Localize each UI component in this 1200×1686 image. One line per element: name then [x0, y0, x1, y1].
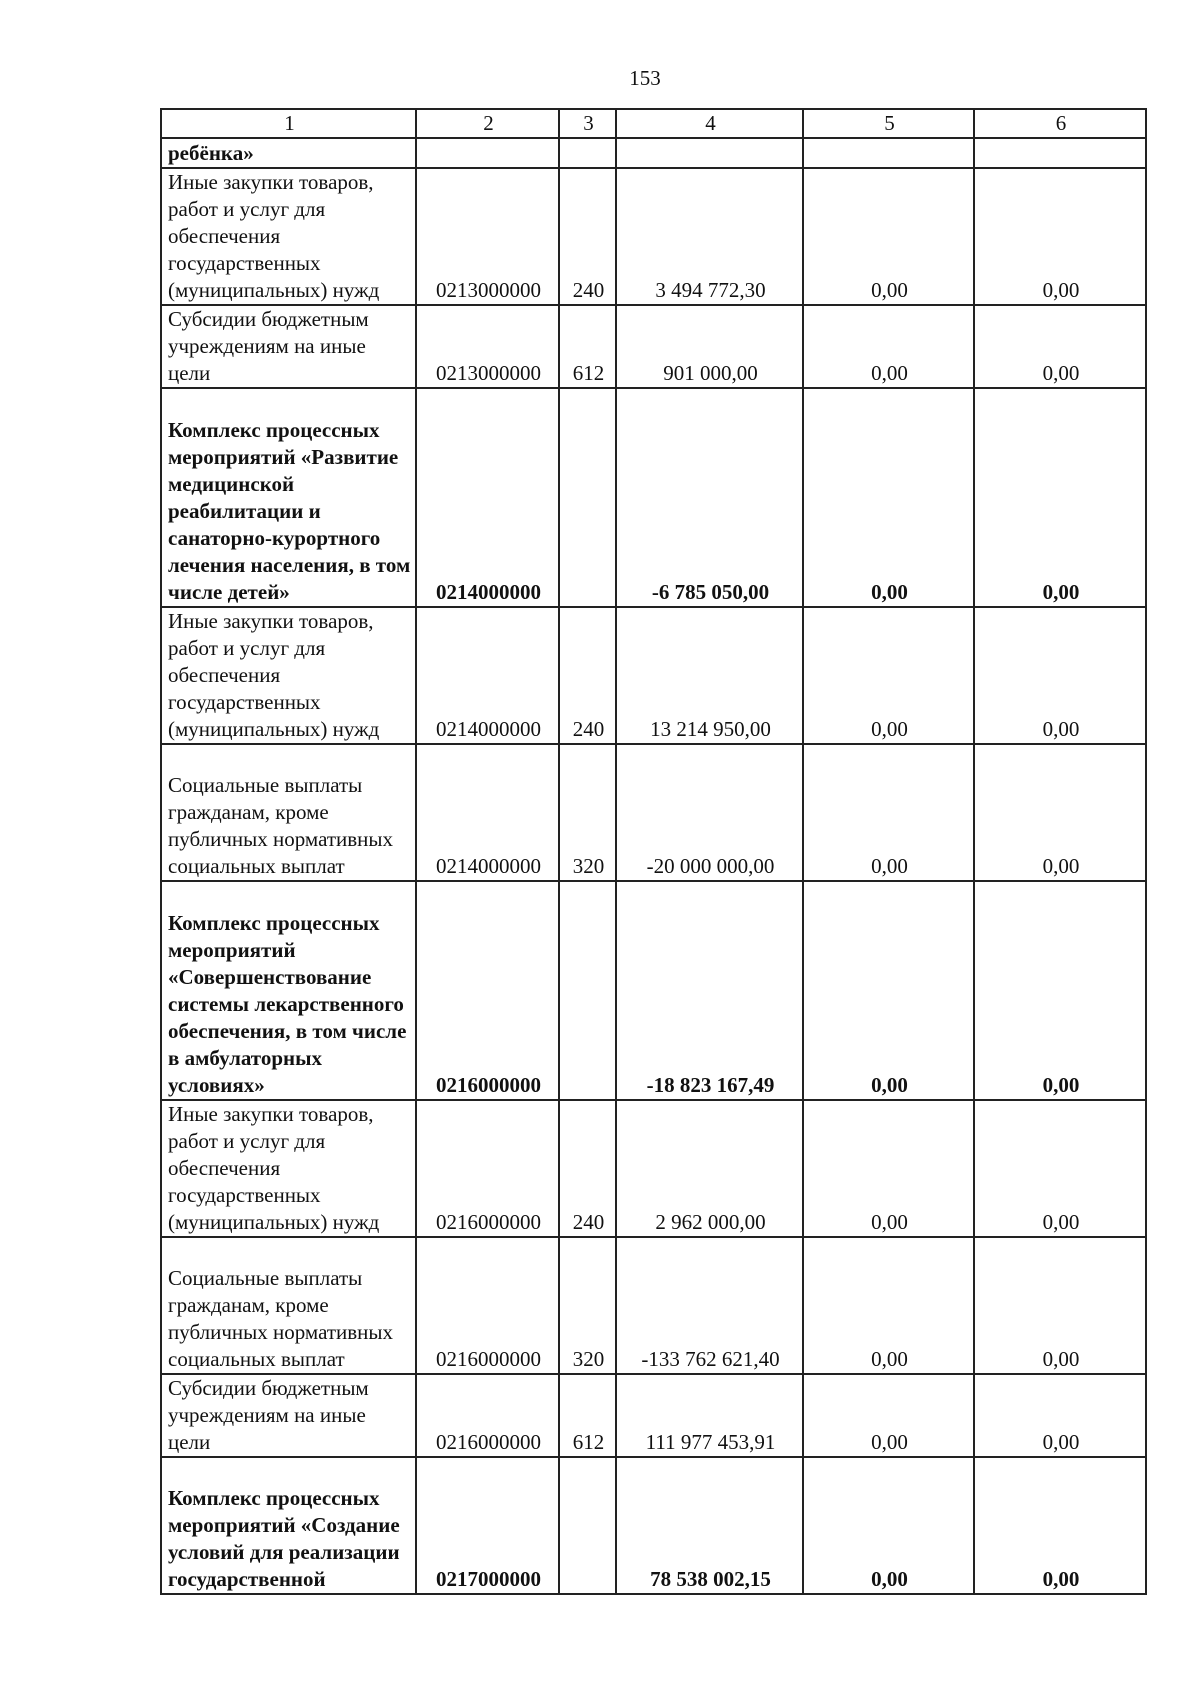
row-name: Иные закупки товаров, работ и услуг для обеспечения государственных (муниципальных) нужд	[161, 607, 416, 744]
row-value-6: 0,00	[974, 1100, 1146, 1237]
table-row	[161, 1237, 1146, 1374]
row-value-5: 0,00	[803, 388, 974, 607]
row-name: Иные закупки товаров, работ и услуг для обеспечения государственных (муниципальных) нужд	[161, 168, 416, 305]
row-sum: -18 823 167,49	[616, 881, 803, 1100]
row-sum: -6 785 050,00	[616, 388, 803, 607]
header-col-3: 3	[559, 109, 616, 138]
row-sum: 3 494 772,30	[616, 168, 803, 305]
row-expense-type: 320	[559, 1237, 616, 1374]
row-name: ребёнка»	[161, 138, 416, 168]
row-name: Социальные выплаты гражданам, кроме публичных нормативных социальных выплат	[161, 744, 416, 881]
row-value-5: 0,00	[803, 1237, 974, 1374]
row-expense-type	[559, 138, 616, 168]
row-value-5: 0,00	[803, 607, 974, 744]
row-sum: 111 977 453,91	[616, 1374, 803, 1457]
row-code: 0216000000	[416, 1374, 559, 1457]
header-col-5: 5	[803, 109, 974, 138]
row-name: Иные закупки товаров, работ и услуг для обеспечения государственных (муниципальных) нужд	[161, 1100, 416, 1237]
row-value-5: 0,00	[803, 744, 974, 881]
page-number: 153	[629, 66, 661, 90]
row-value-6: 0,00	[974, 1237, 1146, 1374]
row-code: 0217000000	[416, 1457, 559, 1594]
table-row	[161, 607, 1146, 744]
row-expense-type: 612	[559, 305, 616, 388]
row-code: 0216000000	[416, 881, 559, 1100]
row-sum: 13 214 950,00	[616, 607, 803, 744]
row-value-5	[803, 138, 974, 168]
row-value-6: 0,00	[974, 305, 1146, 388]
row-sum: 901 000,00	[616, 305, 803, 388]
row-code: 0214000000	[416, 744, 559, 881]
row-value-5: 0,00	[803, 881, 974, 1100]
row-value-6: 0,00	[974, 1457, 1146, 1594]
table-row	[161, 388, 1146, 607]
table-row	[161, 1100, 1146, 1237]
row-expense-type: 320	[559, 744, 616, 881]
header-col-1: 1	[161, 109, 416, 138]
row-code: 0216000000	[416, 1237, 559, 1374]
row-code: 0214000000	[416, 388, 559, 607]
row-value-6: 0,00	[974, 1374, 1146, 1457]
row-name: Социальные выплаты гражданам, кроме публичных нормативных социальных выплат	[161, 1237, 416, 1374]
row-value-5: 0,00	[803, 1100, 974, 1237]
row-code: 0213000000	[416, 168, 559, 305]
table-row	[161, 881, 1146, 1100]
header-col-6: 6	[974, 109, 1146, 138]
row-expense-type	[559, 1457, 616, 1594]
row-expense-type: 240	[559, 607, 616, 744]
row-expense-type: 612	[559, 1374, 616, 1457]
table-row	[161, 138, 1146, 168]
row-sum	[616, 138, 803, 168]
row-code: 0214000000	[416, 607, 559, 744]
row-value-6: 0,00	[974, 881, 1146, 1100]
row-sum: -20 000 000,00	[616, 744, 803, 881]
row-sum: 2 962 000,00	[616, 1100, 803, 1237]
budget-table	[160, 108, 1147, 1595]
row-name: Субсидии бюджетным учреждениям на иные цели	[161, 305, 416, 388]
table-row	[161, 1457, 1146, 1594]
row-value-5: 0,00	[803, 168, 974, 305]
row-value-6	[974, 138, 1146, 168]
header-col-2: 2	[416, 109, 559, 138]
row-name: Комплекс процессных мероприятий «Создание условий для реализации государственной	[161, 1457, 416, 1594]
table-row	[161, 305, 1146, 388]
row-value-6: 0,00	[974, 388, 1146, 607]
row-code: 0216000000	[416, 1100, 559, 1237]
row-sum: -133 762 621,40	[616, 1237, 803, 1374]
table-row	[161, 744, 1146, 881]
table-row	[161, 1374, 1146, 1457]
row-value-6: 0,00	[974, 744, 1146, 881]
row-code	[416, 138, 559, 168]
row-expense-type: 240	[559, 168, 616, 305]
header-col-4: 4	[616, 109, 803, 138]
row-name: Комплекс процессных мероприятий «Развитие медицинской реабилитации и санаторно-курортного лечения населения, в том числе детей»	[161, 388, 416, 607]
row-name: Комплекс процессных мероприятий «Совершенствование системы лекарственного обеспечения, в том числе в амбулаторных условиях»	[161, 881, 416, 1100]
row-code: 0213000000	[416, 305, 559, 388]
row-value-5: 0,00	[803, 1374, 974, 1457]
row-expense-type: 240	[559, 1100, 616, 1237]
header-row	[161, 109, 1146, 138]
row-expense-type	[559, 881, 616, 1100]
row-value-5: 0,00	[803, 305, 974, 388]
budget-table-body	[161, 109, 1146, 1594]
row-sum: 78 538 002,15	[616, 1457, 803, 1594]
table-row	[161, 168, 1146, 305]
row-expense-type	[559, 388, 616, 607]
row-name: Субсидии бюджетным учреждениям на иные цели	[161, 1374, 416, 1457]
row-value-5: 0,00	[803, 1457, 974, 1594]
row-value-6: 0,00	[974, 168, 1146, 305]
row-value-6: 0,00	[974, 607, 1146, 744]
